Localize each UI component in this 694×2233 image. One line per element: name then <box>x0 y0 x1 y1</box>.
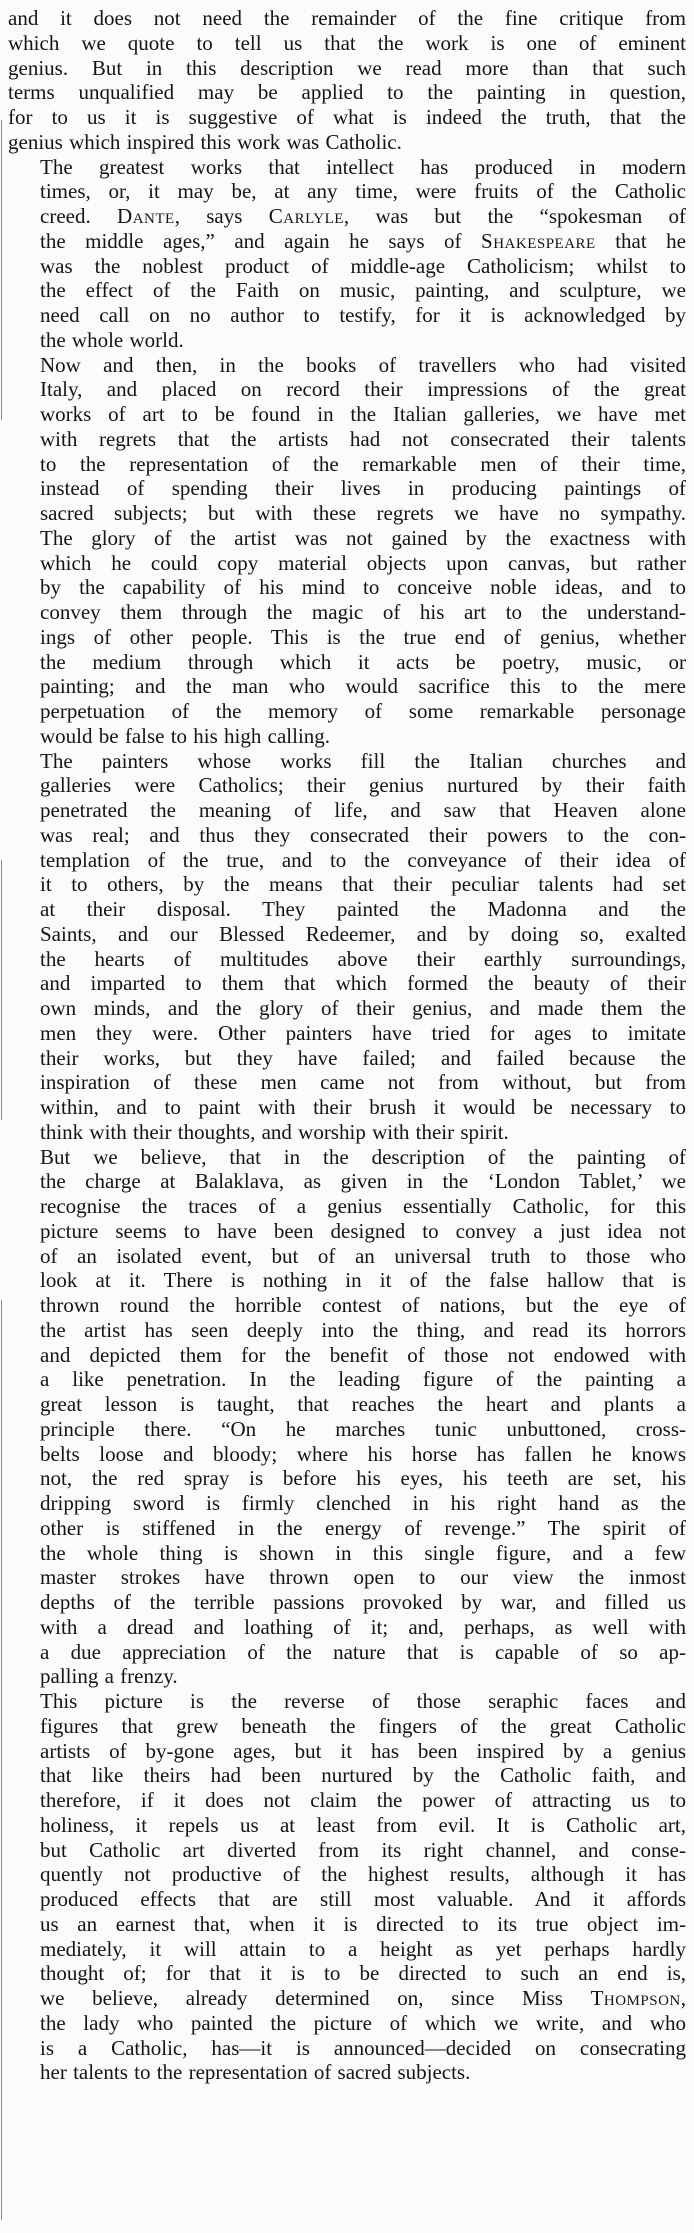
text-line: holiness, it repels us at least from evil. It is Catholic art, <box>40 1812 686 1837</box>
text-line: by the capability of his mind to conceive noble ideas, and to <box>40 575 686 600</box>
text-line: not, the red spray is before his eyes, his teeth are set, his <box>40 1466 686 1491</box>
text-line: was the noblest product of middle-age Catholicism; whilst to <box>40 253 686 278</box>
small-caps-name: Shakespeare <box>481 228 596 253</box>
text-line: it to others, by the means that their peculiar talents had set <box>40 872 686 897</box>
text-line: But we believe, that in the description of the painting of <box>40 1144 686 1169</box>
text-line: Saints, and our Blessed Redeemer, and by doing so, exalted <box>40 921 686 946</box>
text-line: recognise the traces of a genius essentially Catholic, for this <box>40 1194 686 1218</box>
text-line: men they were. Other painters have tried for ages to imitate <box>40 1020 686 1045</box>
text-line: The painters whose works fill the Italian churches and <box>40 748 686 773</box>
paragraph <box>8 6 686 155</box>
text-line: and it does not need the remainder of the fine critique from <box>8 6 686 30</box>
text-line: the lady who painted the picture of which we write, and who <box>40 2010 686 2035</box>
text-line: we believe, already determined on, since Miss Thompson, <box>40 1986 686 2010</box>
paragraph <box>8 1145 686 1690</box>
text-line: of an isolated event, but of an universal truth to those who <box>40 1243 686 1268</box>
text-line: other is stiffened in the energy of revenge.” The spirit of <box>40 1515 686 1540</box>
small-caps-name: Carlyle <box>268 204 344 228</box>
text-line: the middle ages,” and again he says of Shakespeare that he <box>40 228 687 253</box>
text-line: at their disposal. They painted the Madonna and the <box>40 897 686 921</box>
text-line: creed. Dante, says Carlyle, was but the “spokesman of <box>40 204 686 228</box>
text-line: us an earnest that, when it is directed to its true object im- <box>40 1911 686 1936</box>
text-line: galleries were Catholics; their genius nurtured by their faith <box>40 773 686 798</box>
text-line: the hearts of multitudes above their earthly surroundings, <box>40 946 686 971</box>
text-line: for to us it is suggestive of what is indeed the truth, that the <box>8 105 686 129</box>
text-line: inspiration of these men came not from without, but from <box>40 1070 686 1095</box>
text-line: penetrated the meaning of life, and saw that Heaven alone <box>40 798 686 822</box>
text-line: would be false to his high calling. <box>40 723 331 748</box>
text-line: thought of; for that it is to be directed to such an end is, <box>40 1961 686 1986</box>
text-line: their works, but they have failed; and failed because the <box>40 1045 686 1070</box>
text-line: perpetuation of the memory of some remarkable personage <box>40 699 686 723</box>
text-line: figures that grew beneath the fingers of the great Catholic <box>40 1713 686 1738</box>
small-caps-name: Thompson <box>590 1986 681 2010</box>
paragraph <box>8 155 686 353</box>
text-line: within, and to paint with their brush it would be necessary to <box>40 1095 686 1119</box>
text-line: depths of the terrible passions provoked by war, and filled us <box>40 1590 686 1614</box>
text-line: the whole thing is shown in this single figure, and a few <box>40 1540 686 1565</box>
text-line: the medium through which it acts be poetry, music, or <box>40 649 686 674</box>
text-line: a like penetration. In the leading figure of the painting a <box>40 1367 686 1392</box>
text-line: need call on no author to testify, for it is acknowledged by <box>40 303 686 327</box>
text-line: ings of other people. This is the true end of genius, whether <box>40 624 686 649</box>
text-line: her talents to the representation of sacred subjects. <box>40 2060 471 2085</box>
text-line: Now and then, in the books of travellers who had visited <box>40 352 686 377</box>
text-line: own minds, and the glory of their genius, and made them the <box>40 996 686 1020</box>
text-line: times, or, it may be, at any time, were fruits of the Catholic <box>40 179 686 204</box>
text-line: works of art to be found in the Italian galleries, we have met <box>40 402 686 426</box>
small-caps-name: Dante <box>117 204 175 228</box>
text-line: The glory of the artist was not gained by the exactness with <box>40 525 686 550</box>
text-line: instead of spending their lives in producing paintings of <box>40 476 686 501</box>
paragraph <box>8 353 686 749</box>
text-line: genius which inspired this work was Catholic. <box>8 129 402 154</box>
text-line: the effect of the Faith on music, painting, and sculpture, we <box>40 278 686 303</box>
text-line: was real; and thus they consecrated their powers to the con- <box>40 822 686 847</box>
text-line: therefore, if it does not claim the power of attracting us to <box>40 1788 686 1812</box>
text-line: which we quote to tell us that the work is one of eminent <box>8 30 686 55</box>
text-line: artists of by-gone ages, but it has been inspired by a genius <box>40 1738 686 1763</box>
paragraph <box>8 749 686 1145</box>
text-line: mediately, it will attain to a height as yet perhaps hardly <box>40 1936 686 1961</box>
text-line: produced effects that are still most valuable. And it affords <box>40 1887 686 1911</box>
text-line: great lesson is taught, that reaches the heart and plants a <box>40 1392 686 1416</box>
text-line: the artist has seen deeply into the thing, and read its horrors <box>40 1317 686 1342</box>
text-line: with regrets that the artists had not consecrated their talents <box>40 426 686 451</box>
text-line: This picture is the reverse of those seraphic faces and <box>40 1689 686 1713</box>
text-line: genius. But in this description we read more than that such <box>8 55 686 80</box>
text-line: the charge at Balaklava, as given in the ‘London Tablet,’ we <box>40 1169 686 1194</box>
text-line: master strokes have thrown open to our view the inmost <box>40 1565 686 1590</box>
text-line: dripping sword is firmly clenched in his right hand as the <box>40 1491 686 1515</box>
text-line: sacred subjects; but with these regrets we have no sympathy. <box>40 501 686 525</box>
text-line: but Catholic art diverted from its right channel, and conse- <box>40 1837 686 1862</box>
text-line: is a Catholic, has—it is announced—decided on consecrating <box>40 2035 686 2060</box>
text-line: Italy, and placed on record their impressions of the great <box>40 377 686 402</box>
text-line: with a dread and loathing of it; and, perhaps, as well with <box>40 1614 686 1639</box>
text-line: the whole world. <box>40 327 184 352</box>
text-line: palling a frenzy. <box>40 1664 178 1689</box>
text-line: a due appreciation of the nature that is capable of so ap- <box>40 1639 686 1664</box>
text-line: quently not productive of the highest results, although it has <box>40 1862 686 1887</box>
text-line: look at it. There is nothing in it of the false hallow that is <box>40 1268 686 1293</box>
text-line: to the representation of the remarkable men of their time, <box>40 451 686 476</box>
text-line: terms unqualified may be applied to the painting in question, <box>8 80 686 105</box>
text-line: and imparted to them that which formed the beauty of their <box>40 971 686 996</box>
text-line: think with their thoughts, and worship with their spirit. <box>40 1119 509 1144</box>
text-line: picture seems to have been designed to convey a just idea not <box>40 1218 686 1243</box>
text-line: convey them through the magic of his art to the understand- <box>40 600 686 624</box>
text-line: painting; and the man who would sacrifice this to the mere <box>40 674 686 699</box>
text-line: belts loose and bloody; where his horse has fallen he knows <box>40 1441 686 1466</box>
paragraph <box>8 1689 686 2085</box>
text-line: thrown round the horrible contest of nations, but the eye of <box>40 1293 686 1317</box>
text-line: The greatest works that intellect has produced in modern <box>40 154 686 179</box>
text-line: templation of the true, and to the conveyance of their idea of <box>40 847 686 872</box>
text-line: and depicted them for the benefit of those not endowed with <box>40 1342 686 1367</box>
text-line: which he could copy material objects upon canvas, but rather <box>40 550 686 575</box>
text-line: principle there. “On he marches tunic unbuttoned, cross- <box>40 1416 686 1441</box>
text-line: that like theirs had been nurtured by the Catholic faith, and <box>40 1763 686 1788</box>
